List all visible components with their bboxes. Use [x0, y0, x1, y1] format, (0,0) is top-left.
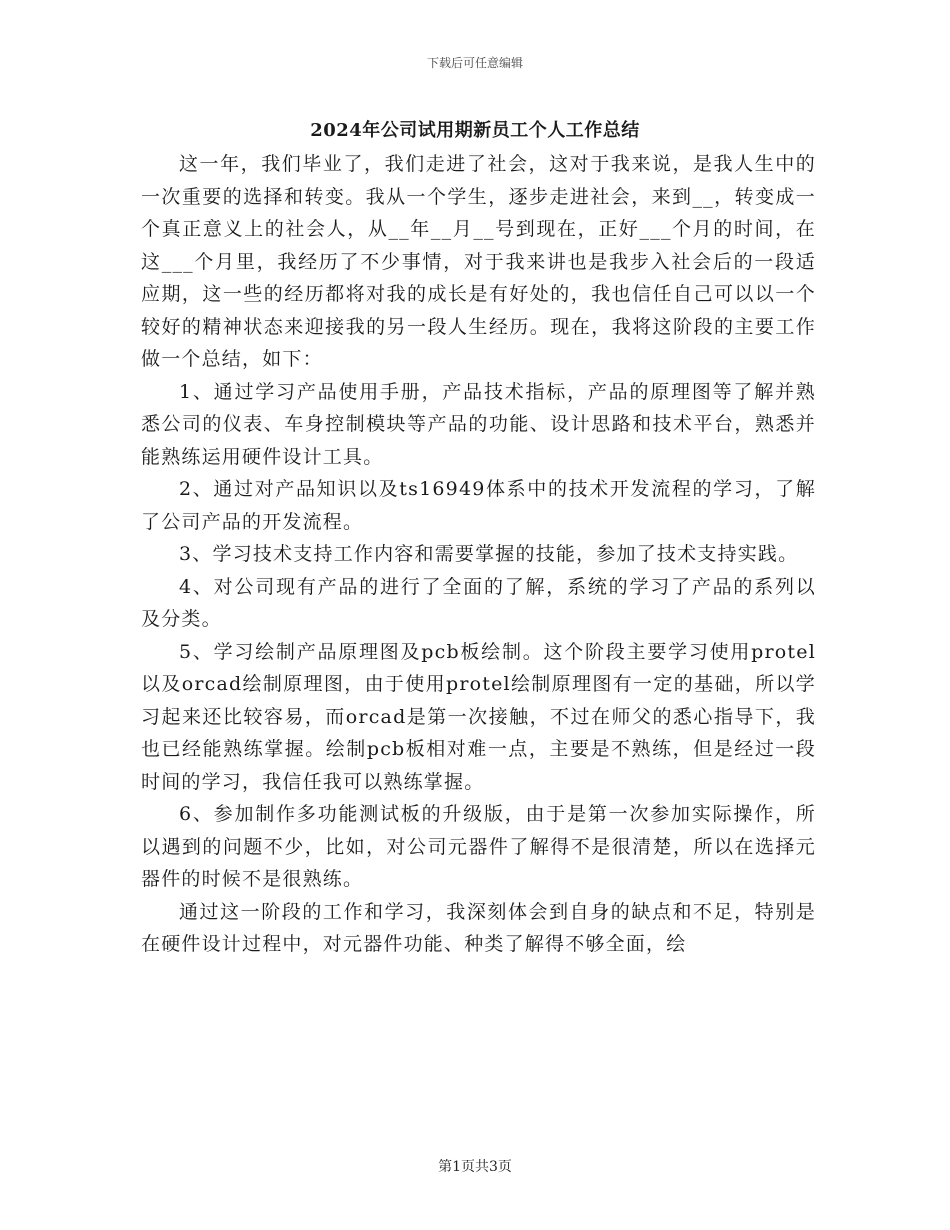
document-title: 2024年公司试用期新员工个人工作总结 — [310, 120, 640, 141]
paragraph-reflection: 通过这一阶段的工作和学习，我深刻体会到自身的缺点和不足，特别是在硬件设计过程中，对元器件功能、种类了解得不够全面，绘 — [141, 900, 816, 955]
paragraph-item-1: 1、通过学习产品使用手册，产品技术指标，产品的原理图等了解并熟悉公司的仪表、车身控制模块等产品的功能、设计思路和技术平台，熟悉并能熟练运用硬件设计工具。 — [141, 380, 816, 468]
header-note: 下载后可任意编辑 — [426, 56, 523, 70]
document-body — [141, 148, 816, 961]
paragraph-item-4: 4、对公司现有产品的进行了全面的了解，系统的学习了产品的系列以及分类。 — [141, 575, 816, 630]
paragraph-item-3: 3、学习技术支持工作内容和需要掌握的技能，参加了技术支持实践。 — [179, 543, 799, 565]
paragraph-item-6: 6、参加制作多功能测试板的升级版，由于是第一次参加实际操作，所以遇到的问题不少，比如，对公司元器件了解得不是很清楚，所以在选择元器件的时候不是很熟练。 — [141, 803, 816, 890]
paragraph-item-2: 2、通过对产品知识以及ts16949体系中的技术开发流程的学习，了解了公司产品的开发流程。 — [141, 478, 816, 533]
paragraph-intro: 这一年，我们毕业了，我们走进了社会，这对于我来说，是我人生中的一次重要的选择和转变。我从一个学生，逐步走进社会，来到__，转变成一个真正意义上的社会人，从__年__月__号到现在，正好___个月的时间，在这___个月里，我经历了不少事情，对于我来讲也是我步入社会后的一段适应期，这一些的经历都将对我的成长是有好处的，我也信任自己可以以一个较好的精神状态来迎接我的另一段人生经历。现在，我将这阶段的主要工作做一个总结，如下： — [141, 153, 816, 370]
page-indicator: 第1页共3页 — [438, 1159, 512, 1175]
paragraph-item-5: 5、学习绘制产品原理图及pcb板绘制。这个阶段主要学习使用protel以及orcad绘制原理图，由于使用protel绘制原理图有一定的基础，所以学习起来还比较容易，而orcad是第一次接触，不过在师父的悉心指导下，我也已经能熟练掌握。绘制pcb板相对难一点，主要是不熟练，但是经过一段时间的学习，我信任我可以熟练掌握。 — [141, 640, 816, 793]
